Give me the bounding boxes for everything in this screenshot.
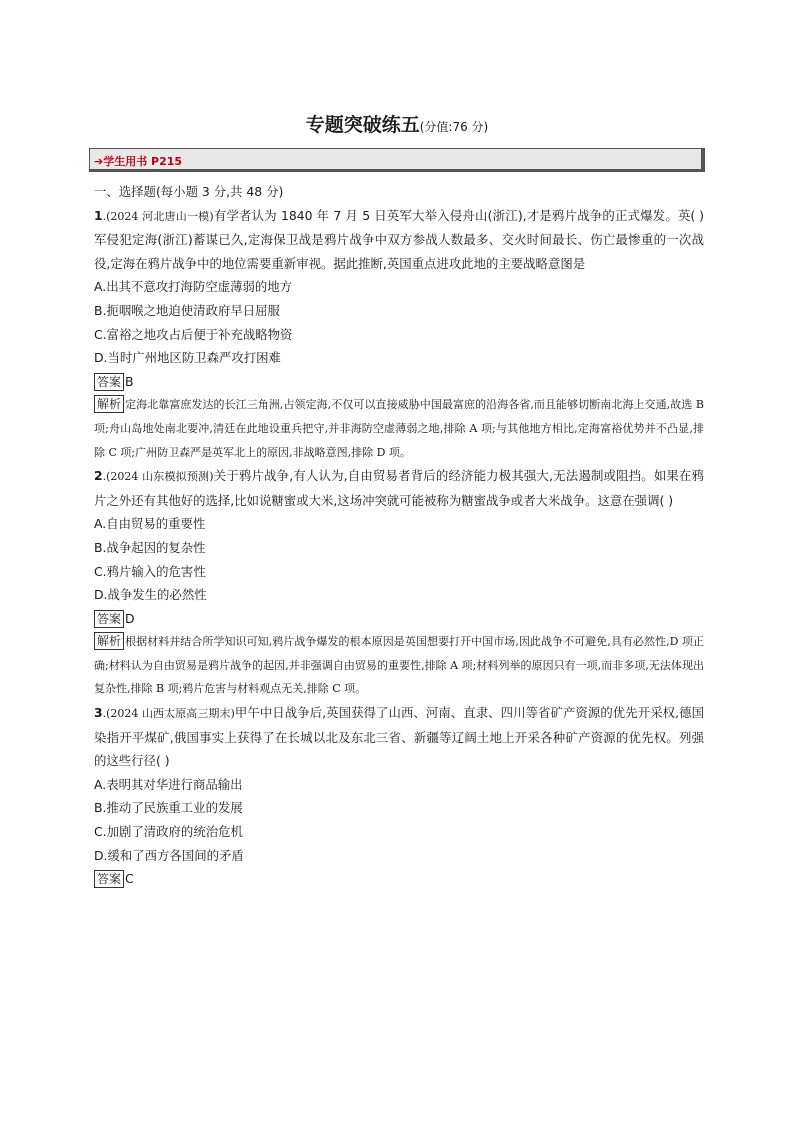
analysis-tag: 解析 bbox=[94, 632, 124, 650]
option-b: B.推动了民族重工业的发展 bbox=[94, 800, 243, 816]
option-b: B.扼咽喉之地迫使清政府早日屈服 bbox=[94, 302, 280, 318]
page-title bbox=[0, 110, 794, 137]
option-d: D.战争发生的必然性 bbox=[94, 587, 207, 603]
question-stem bbox=[94, 204, 704, 276]
answer-line bbox=[94, 607, 704, 631]
question-source: .(2024 河北唐山一模) bbox=[102, 209, 214, 223]
answer-tag: 答案 bbox=[94, 610, 124, 628]
analysis-text: 定海北靠富庶发达的长江三角洲,占领定海,不仅可以直接威胁中国最富庶的沿海各省,而且能够切断南北海上交通,故选 B 项;舟山岛地处南北要冲,清廷在此地设重兵把守,并非海防空虚薄弱之地,排除 A 项;与其他地方相比,定海富裕优势并不凸显,排除 C 项;广州防卫森严是英军北上的原因,非战略意图,排除 D 项。 bbox=[94, 398, 704, 459]
answer-value: B bbox=[125, 373, 134, 389]
answer-tag: 答案 bbox=[94, 373, 124, 391]
answer-value: C bbox=[125, 871, 134, 887]
question-number: 1 bbox=[94, 207, 103, 223]
analysis-text: 根据材料并结合所学知识可知,鸦片战争爆发的根本原因是英国想要打开中国市场,因此战争不可避免,具有必然性,D 项正确;材料认为自由贸易是鸦片战争的起因,并非强调自由贸易的重要性,排除 A 项;材料列举的原因只有一项,而非多项,无法体现出复杂性,排除 B 项;鸦片危害与材料观点无关,排除 C 项。 bbox=[94, 635, 704, 696]
analysis-line bbox=[94, 630, 704, 701]
option-d: D.当时广州地区防卫森严攻打困难 bbox=[94, 350, 281, 366]
answer-tag: 答案 bbox=[94, 870, 124, 888]
question-1 bbox=[94, 204, 704, 465]
option-a: A.表明其对华进行商品输出 bbox=[94, 776, 243, 792]
question-stem bbox=[94, 701, 704, 773]
question-stem bbox=[94, 464, 704, 512]
answer-value: D bbox=[125, 610, 135, 626]
option-d: D.缓和了西方各国间的矛盾 bbox=[94, 847, 244, 863]
title-score: (分值:76 分) bbox=[419, 120, 489, 134]
question-number: 2 bbox=[94, 468, 103, 484]
book-reference-bar bbox=[89, 148, 705, 172]
question-text: 关于鸦片战争,有人认为,自由贸易者背后的经济能力极其强大,无法遏制或阻挡。如果在鸦片之外还有其他好的选择,比如说糖蜜或大米,这场冲突就可能被称为糖蜜战争或者大米战争。这意在强调( ) bbox=[94, 468, 704, 508]
answer-line bbox=[94, 370, 704, 394]
answer-line bbox=[94, 867, 704, 891]
question-source: .(2024 山东模拟预测) bbox=[102, 470, 214, 484]
analysis-line bbox=[94, 393, 704, 464]
question-text: 有学者认为 1840 年 7 月 5 日英军大举入侵舟山(浙江),才是鸦片战争的正式爆发。英军侵犯定海(浙江)蓄谋已久,定海保卫战是鸦片战争中双方参战人数最多、交火时间最长、伤亡最惨重的一次战役,定海在鸦片战争中的地位需要重新审视。据此推断,英国重点进攻此地的主要战略意图是 bbox=[94, 207, 704, 271]
book-reference: ➔学生用书 P215 bbox=[94, 155, 183, 168]
option-c: C.鸦片输入的危害性 bbox=[94, 563, 206, 579]
option-b: B.战争起因的复杂性 bbox=[94, 539, 206, 555]
question-list bbox=[94, 180, 704, 891]
option-c: C.富裕之地攻占后便于补充战略物资 bbox=[94, 326, 293, 342]
question-text: 甲午中日战争后,英国获得了山西、河南、直隶、四川等省矿产资源的优先开采权,德国染指开平煤矿,俄国事实上获得了在长城以北及东北三省、新疆等辽阔土地上开采各种矿产资源的优先权。列强的这些行径( ) bbox=[94, 705, 704, 769]
question-2 bbox=[94, 464, 704, 701]
option-c: C.加剧了清政府的统治危机 bbox=[94, 824, 243, 840]
question-number: 3 bbox=[94, 705, 103, 721]
question-source: .(2024 山西太原高三期末) bbox=[102, 707, 235, 721]
title-main: 专题突破练五 bbox=[305, 114, 420, 136]
analysis-tag: 解析 bbox=[94, 395, 124, 413]
option-a: A.自由贸易的重要性 bbox=[94, 516, 206, 532]
option-a: A.出其不意攻打海防空虚薄弱的地方 bbox=[94, 279, 293, 295]
answer-blank: ( ) bbox=[690, 207, 704, 223]
question-3 bbox=[94, 701, 704, 891]
section-heading: 一、选择题(每小题 3 分,共 48 分) bbox=[94, 184, 284, 199]
